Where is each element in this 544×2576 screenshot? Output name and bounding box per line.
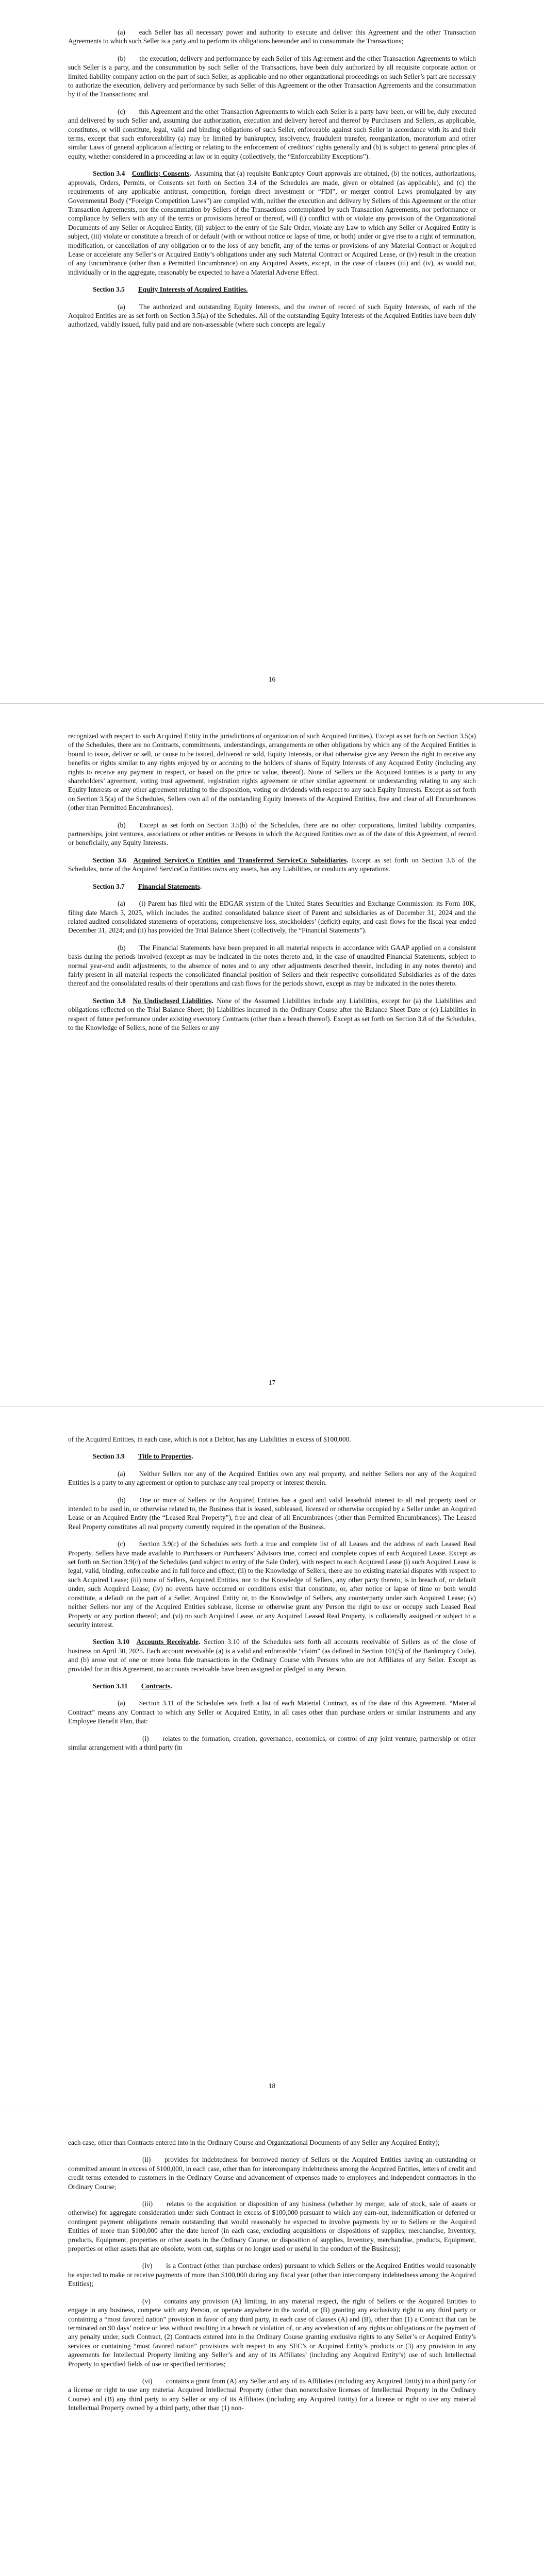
paragraph: (b) Except as set forth on Section 3.5(b) of the Schedules, there are no other corporations, limited liability companies, partnerships, joint ventures, associations or other entities or Persons in which the Acquired Entities own as of the date of this Agreement, of record or beneficially, any Equity Interests. (68, 821, 476, 847)
section-3-11-heading: Section 3.11 Contracts. (93, 1682, 172, 1690)
paragraph: (a) Neither Sellers nor any of the Acquired Entities own any real property, and neither Sellers nor any of the Acquired Entities is a party to any agreement or option to purchase any real property or interest therein. (68, 1469, 476, 1487)
section-3-5-heading: Section 3.5 Equity Interests of Acquired Entities. (93, 285, 248, 294)
paragraph: each case, other than Contracts entered into in the Ordinary Course and Organizational Documents of any Seller any Acquired Entity); (68, 2139, 440, 2146)
paragraph: of the Acquired Entities, in each case, which is not a Debtor, has any Liabilities in excess of $100,000. (68, 1435, 351, 1443)
page-16 (0, 0, 544, 703)
paragraph: (a) (i) Parent has filed with the EDGAR system of the United States Securities and Exchange Commission: its Form 10K, filing date March 3, 2025, which includes the audited consolidated balance sheet of Parent and subsidiaries as of December 31, 2024 and the related audited consolidated statements of operations, comprehensive loss, stockholders’ (deficit) equity, and cash flows for the fiscal year ended December 31, 2024; and (ii) has provided the Trial Balance Sheet (collectively, the “Financial Statements”). (68, 900, 476, 935)
section-3-4: Section 3.4 Conflicts; Consents. Assuming that (a) requisite Bankruptcy Court approvals are obtained, (b) the notices, authorizations, approvals, Orders, Permits, or Consents set forth on Section 3.4 of the Schedules are made, given or obtained (as applicable), and (c) the requirements of any applicable antitrust, competition, foreign direct investment or “FDI”, or merger control Laws promulgated by any Governmental Body (“Foreign Competition Laws”) are complied with, neither the execution and delivery by Sellers of this Agreement or the other Transaction Agreements, nor the consummation by Sellers of the Transactions contemplated by such Transaction Agreements, nor performance or compliance by Sellers with any of the terms or provisions hereof or thereof, will (i) conflict with or violate any provision of the Organizational Documents of any Seller or Acquired Entity, (ii) subject to the entry of the Sale Order, violate any Law to which any Seller or Acquired Entity is subject, (iii) violate or constitute a breach of or default (with or without notice or lapse of time, or both) under or give rise to a right of termination, modification, or cancellation of any obligation or to the loss of any benefit, any of the terms or provisions of any Material Contract or Acquired Lease or accelerate any Seller’s or Acquired Entity’s obligations under any such Material Contract or Acquired Lease, or (iv) result in the creation of any Encumbrance (other than a Permitted Encumbrance) on any Acquired Assets, except, in the case of clauses (iii) and (iv), as would not, individually or in the aggregate, reasonably be expected to have a Material Adverse Effect. (68, 170, 476, 276)
paragraph: (b) the execution, delivery and performance by each Seller of this Agreement and the other Transaction Agreements to which such Seller is a party, and the consummation by such Seller of the Transactions, have been duly authorized by all requisite corporate action or limited liability company action on the part of such Seller, as applicable and no other organizational proceedings on such Seller’s part are necessary to authorize the execution, delivery and performance by such Seller of this Agreement or the other Transaction Agreements and the consummation by it of the Transactions; and (68, 54, 476, 98)
paragraph: recognized with respect to such Acquired Entity in the jurisdictions of organization of such Acquired Entities). Except as set forth on Section 3.5(a) of the Schedules, there are no Contracts, commitments, understandings, arrangements or other obligations by which any of the Acquired Entities is bound to issue, deliver or sell, or cause to be issued, delivered or sold, Equity Interests, or that otherwise give any Person the right to receive any benefits or rights similar to any rights enjoyed by or accruing to the holders of shares of Equity Interests of any Acquired Entity (including any rights to receive any payment in respect, or based on the price or value, thereof). None of Sellers or the Acquired Entities is a party to any shareholders’ agreement, voting trust agreement, registration rights agreement or other similar agreement or understanding relating to any such Equity Interests or any other agreement relating to the disposition, voting or dividends with respect to any such Equity Interests. Except as set forth on Section 3.5(a) of the Schedules, Sellers own all of the outstanding Equity Interests of the Acquired Entities, free and clear of all Encumbrances (other than Permitted Encumbrances). (68, 732, 476, 812)
paragraph: (c) this Agreement and the other Transaction Agreements to which each Seller is a party have been, or will be, duly executed and delivered by such Seller and, assuming due authorization, execution and delivery hereof and thereof by Purchasers and Sellers, as applicable, constitutes, or will constitute, legal, valid and binding obligations of such Seller, enforceable against such Seller in accordance with its and their terms, except that such enforceability (a) may be limited by bankruptcy, insolvency, fraudulent transfer, reorganization, moratorium and other similar Laws of general application affecting or relating to the enforcement of creditors’ rights generally and (b) is subject to general principles of equity, whether considered in a proceeding at law or in equity (collectively, the “Enforceability Exceptions”). (68, 107, 476, 160)
section-3-6: Section 3.6 Acquired ServiceCo Entities and Transferred ServiceCo Subsidiaries. Except as set forth on Section 3.6 of the Schedules, none of the Acquired ServiceCo Entities owns any assets, has any Liabilities, or conducts any operations. (68, 856, 476, 873)
page-number: 17 (268, 1379, 276, 1386)
page-18 (0, 1406, 544, 2110)
list-item: (vi) contains a grant from (A) any Seller and any of its Affiliates (including any Acquired Entity) to a third party for a license or right to use any material Acquired Intellectual Property (other than nonexclusive licenses of Intellectual Property in the Ordinary Course) and (B) any third party to any Seller or any of its Affiliates (including any Acquired Entity) for a license or right to use any material Intellectual Property owned by a third party, other than (1) non- (68, 2377, 476, 2412)
paragraph: (b) The Financial Statements have been prepared in all material respects in accordance with GAAP applied on a consistent basis during the periods involved (except as may be indicated in the notes thereto and, in the case of unaudited Financial Statements, subject to normal year-end audit adjustments, to the absence of notes and to any other adjustments described therein, including in any notes thereto) and fairly present in all material respects the consolidated financial position of Sellers and their respective consolidated Subsidiaries as of the dates thereof and the consolidated results of their operations and cash flows for the periods shown, except as may be indicated in the notes thereto. (68, 943, 476, 988)
list-item: (iii) relates to the acquisition or disposition of any business (whether by merger, sale of stock, sale of assets or otherwise) for aggregate consideration under such Contract in excess of $100,000 pursuant to which any earn-out, indemnification or deferred or contingent payment obligations remain outstanding that would reasonably be expected to involve payments by or to Sellers or the Acquired Entities of more than $100,000 after the date hereof (in each case, excluding acquisitions or dispositions of supplies, merchandise, Inventory, products, Equipment, properties or other assets in the Ordinary Course, or disposition of supplies, Inventory, merchandise, products, Equipment, properties or other assets that are obsolete, worn out, surplus or no longer used or useful in the conduct of the Business); (68, 2200, 476, 2253)
page-17 (0, 703, 544, 1406)
list-item: (ii) provides for indebtedness for borrowed money of Sellers or the Acquired Entities having an outstanding or committed amount in excess of $100,000, in each case, other than for intercompany indebtedness among the Acquired Entities, letters of credit and credit terms extended to customers in the Ordinary Course and advancement of expenses made to employees and independent contractors in the Ordinary Course; (68, 2156, 476, 2191)
page-number: 16 (268, 675, 276, 683)
section-3-7-heading: Section 3.7 Financial Statements. (93, 882, 202, 890)
list-item: (iv) is a Contract (other than purchase orders) pursuant to which Sellers or the Acquired Entities would reasonably be expected to make or receive payments of more than $100,000 during any fiscal year (other than intercompany indebtedness among the Acquired Entities); (68, 2262, 476, 2288)
list-item: (v) contains any provision (A) limiting, in any material respect, the right of Sellers or the Acquired Entities to engage in any business, compete with any Person, or operate anywhere in the world, or (B) granting any exclusivity right to any third party or containing a “most favored nation” provision in favor of any third party, in each case of clauses (A) and (B), other than (1) a Contract that can be terminated on 90 days’ notice or less without resulting in a breach or violation of, or any acceleration of any rights or obligations or the payment of any penalty under, such Contract, (2) Contracts entered into in the Ordinary Course granting exclusive rights to any Seller’s or Acquired Entity’s services or containing “most favored nation” provisions with respect to any SEC’s or Acquired Entity’s products or (3) any provision in any agreements for Intellectual Property limiting any Seller’s and any of its Affiliates’ (including any Acquired Entity’s) use of such Intellectual Property to specified fields of use or specified territories; (68, 2297, 476, 2368)
page-19 (0, 2110, 544, 2576)
paragraph: (c) Section 3.9(c) of the Schedules sets forth a true and complete list of all Leases and the address of each Leased Real Property. Sellers have made available to Purchasers or Purchasers’ Advisors true, correct and complete copies of each Acquired Lease. Except as set forth on Section 3.9(c) of the Schedules (and subject to entry of the Sale Order), with respect to each Acquired Lease (i) such Acquired Lease is legal, valid, binding, enforceable and in full force and effect; (ii) to the Knowledge of Sellers, there are no existing material disputes with respect to such Acquired Lease; (iii) none of Sellers, Acquired Entities, nor to the Knowledge of Sellers, any other party thereto, is in breach of, or default under, such Acquired Lease; (iv) no events have occurred or conditions exist that constitute, or, after notice or lapse of time or both would constitute, a default on the part of a Seller, Acquired Entity or, to the Knowledge of Sellers, any counterparty under such Acquired Lease; (v) neither Sellers nor any of the Acquired Entities sublease, license or otherwise grant any Person the right to use or occupy such Leased Real Property or any portion thereof; and (vi) no such Acquired Lease, or any Acquired Leased Real Property, is collaterally assigned or subject to a security interest. (68, 1540, 476, 1629)
paragraph: (a) Section 3.11 of the Schedules sets forth a list of each Material Contract, as of the date of this Agreement. “Material Contract” means any Contract to which any Seller or Acquired Entity, in all cases other than purchase orders or similar instruments and any Employee Benefit Plan, that: (68, 1699, 476, 1725)
page-number: 18 (268, 2082, 276, 2090)
section-3-8: Section 3.8 No Undisclosed Liabilities. None of the Assumed Liabilities include any Liabilities, except for (a) the Liabilities and obligations reflected on the Trial Balance Sheet; (b) Liabilities incurred in the Ordinary Course after the Balance Sheet Date or (c) Liabilities in respect of future performance under existing executory Contracts (other than a breach thereof). Except as set forth on Section 3.8 of the Schedules, to the Knowledge of Sellers, none of the Sellers or any (68, 996, 476, 1031)
paragraph: (b) One or more of Sellers or the Acquired Entities has a good and valid leasehold interest to all real property used or intended to be used in, or otherwise related to, the Business that is leased, subleased, licensed or otherwise occupied by a Seller under an Acquired Lease or an Acquired Entity (the “Leased Real Property”), free and clear of all Encumbrances (other than Permitted Encumbrances). The Leased Real Property constitutes all real property currently required in the operation of the Business. (68, 1496, 476, 1531)
list-item: (i) relates to the formation, creation, governance, economics, or control of any joint venture, partnership or other similar arrangement with a third party (in (68, 1734, 476, 1751)
paragraph: (a) The authorized and outstanding Equity Interests, and the owner of record of such Equity Interests, of each of the Acquired Entities are as set forth on Section 3.5(a) of the Schedules. All of the outstanding Equity Interests of the Acquired Entities have been duly authorized, validly issued, fully paid and are non-assessable (where such concepts are legally (68, 302, 476, 329)
section-3-10: Section 3.10 Accounts Receivable. Section 3.10 of the Schedules sets forth all accounts receivable of Sellers as of the close of business on April 30, 2025. Each account receivable (a) is a valid and enforceable “claim” (as defined in Section 101(5) of the Bankruptcy Code), and (b) arose out of one or more bona fide transactions in the Ordinary Course with Persons who are not Affiliates of any Seller. Except as provided for in this Agreement, no accounts receivable have been assigned or pledged to any Person. (68, 1638, 476, 1673)
section-3-9-heading: Section 3.9 Title to Properties. (93, 1452, 193, 1461)
paragraph: (a) each Seller has all necessary power and authority to execute and deliver this Agreement and the other Transaction Agreements to which such Seller is a party and to perform its obligations hereunder and to consummate the Transactions; (68, 28, 476, 45)
